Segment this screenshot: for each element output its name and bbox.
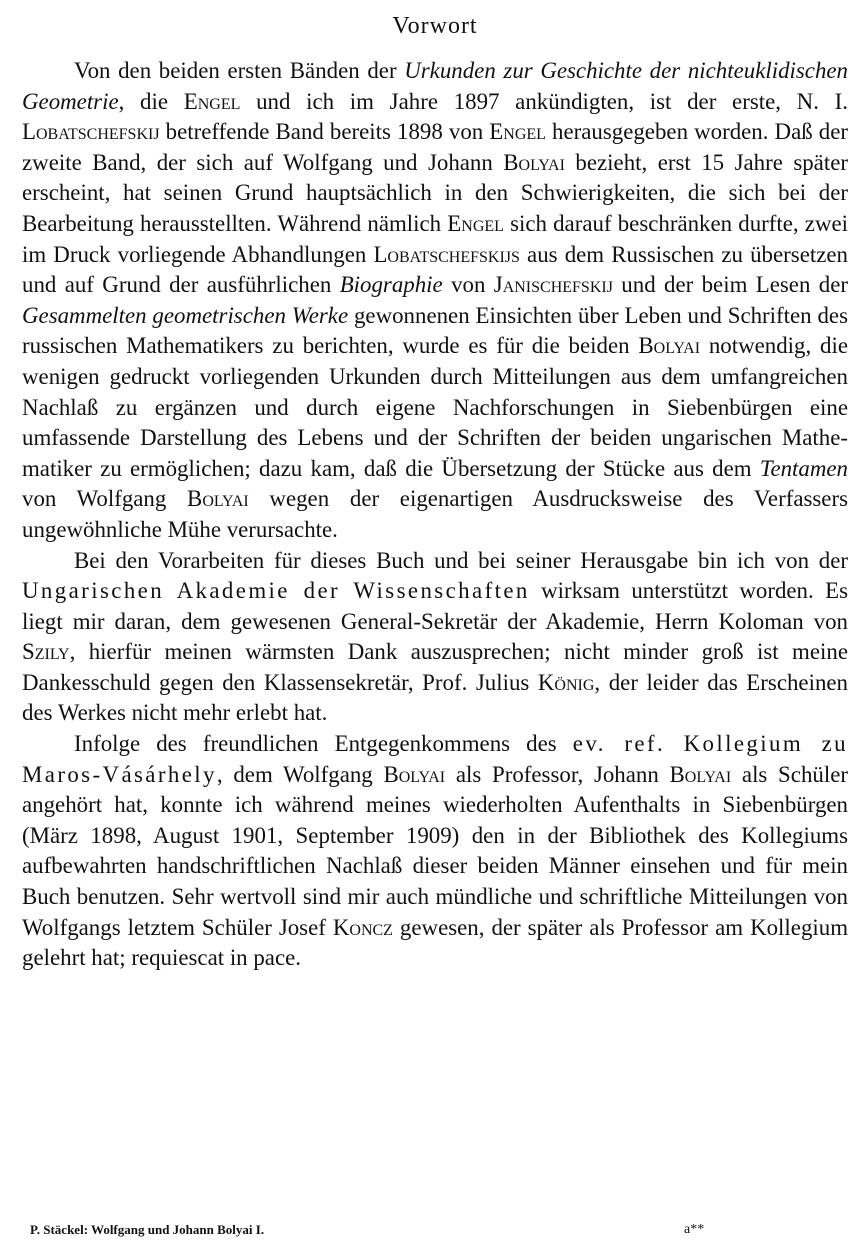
name-bolyai: Bolyai <box>638 333 701 359</box>
name-koncz: Koncz <box>332 914 393 940</box>
name-janischefskij: Janischefskij <box>493 272 613 298</box>
name-bolyai: Bolyai <box>383 761 446 787</box>
name-engel: Engel <box>447 210 504 236</box>
page <box>22 0 848 974</box>
book-title-tentamen: Tentamen <box>759 455 848 481</box>
paragraph-2: Bei den Vorarbeiten für dieses Buch und bei seiner Herausgabe bin ich von der Ungarischen Akademie der Wissenschaften wirksam unterstützt worden. Es liegt mir daran, dem gewesenen General-Sekretär der Akademie, Herrn Koloman von Szily, hierfür meinen wärmsten Dank auszusprechen; nicht minder groß ist meine Dankesschuld gegen den Klassensekretär, Prof. Julius König, der leider das Erscheinen des Werkes nicht mehr erlebt hat. <box>22 547 848 726</box>
name-lobatschefskijs: Lobatschefskijs <box>373 241 520 267</box>
name-bolyai: Bolyai <box>187 486 249 512</box>
name-kollegium: ev. ref. Kollegium zu Maros-Vásárhely <box>22 731 848 787</box>
book-title-gesammelten-werke: Gesammelten geometrischen Werke <box>22 302 349 328</box>
name-akademie: Ungarischen Akademie der Wissenschaften <box>22 578 530 604</box>
name-koenig: König <box>537 669 595 695</box>
book-title-biographie: Biographie <box>339 272 443 298</box>
book-title-urkunden: Urkunden zur Geschichte der nichteuklidischen Geometrie <box>22 58 849 114</box>
name-engel: Engel <box>183 88 241 114</box>
footer-running-title: P. Stäckel: Wolfgang und Johann Bolyai I. <box>30 1222 265 1237</box>
paragraph-3: Infolge des freundlichen Entgegenkommens des ev. ref. Kollegium zu Maros-Vásárhely, dem Wolfgang Bolyai als Professor, Johann Bolyai als Schüler angehört hat, konnte ich während meines wiederholten Aufenthalts in Siebenbürgen (März 1898, August 1901, September 1909) den in der Bibliothek des Kollegiums aufbewahrten handschriftlichen Nachlaß dieser beiden Männer einsehen und für mein Buch benutzen. Sehr wertvoll sind mir auch mündliche und schriftliche Mitteilungen von Wolfgangs letztem Schüler Josef Koncz gewesen, der später als Professor am Kollegium gelehrt hat; requiescat in pace. <box>22 731 848 971</box>
name-engel: Engel <box>489 119 546 145</box>
name-lobatschefskij: Lobatschefskij <box>22 119 160 145</box>
name-bolyai: Bolyai <box>669 761 732 787</box>
paragraph-1: Von den beiden ersten Bänden der Urkunden zur Geschichte der nichteuklidischen Geometrie, die Engel und ich im Jahre 1897 ankündigten, ist der erste, N. I. Lobatschefskij betreffende Band bereits 1898 von Engel herausgegeben worden. Daß der zweite Band, der sich auf Wolfgang und Johann Bolyai bezieht, erst 15 Jahre später erscheint, hat seinen Grund hauptsächlich in den Schwierigkeiten, die sich bei der Bearbeitung herausstellten. Während nämlich Engel sich darauf beschränken durfte, zwei im Druck vorliegende Abhandlungen Lobatschefskijs aus dem Russischen zu übersetzen und auf Grund der ausführlichen Biographie von Janischefskij und der beim Lesen der Gesammelten geometrischen Werke gewonnenen Einsichten über Leben und Schriften des russischen Mathematikers zu berichten, wurde es für die beiden Bolyai notwendig, die wenigen gedruckt vorliegenden Urkunden durch Mitteilungen aus dem umfangreichen Nachlaß zu ergänzen und durch eigene Nachforschungen in Siebenbürgen eine umfassende Darstellung des Lebens und der Schriften der beiden ungarischen Mathematiker zu ermöglichen; dazu kam, daß die Übersetzung der Stücke aus dem Tentamen von Wolfgang Bolyai wegen der eigenartigen Ausdrucksweise des Verfassers ungewöhnliche Mühe verursachte. <box>22 58 849 542</box>
footer-signature-mark: a** <box>684 1222 705 1237</box>
page-title: Vorwort <box>392 13 478 39</box>
name-bolyai: Bolyai <box>503 149 565 175</box>
name-szily: Szily <box>22 639 70 665</box>
